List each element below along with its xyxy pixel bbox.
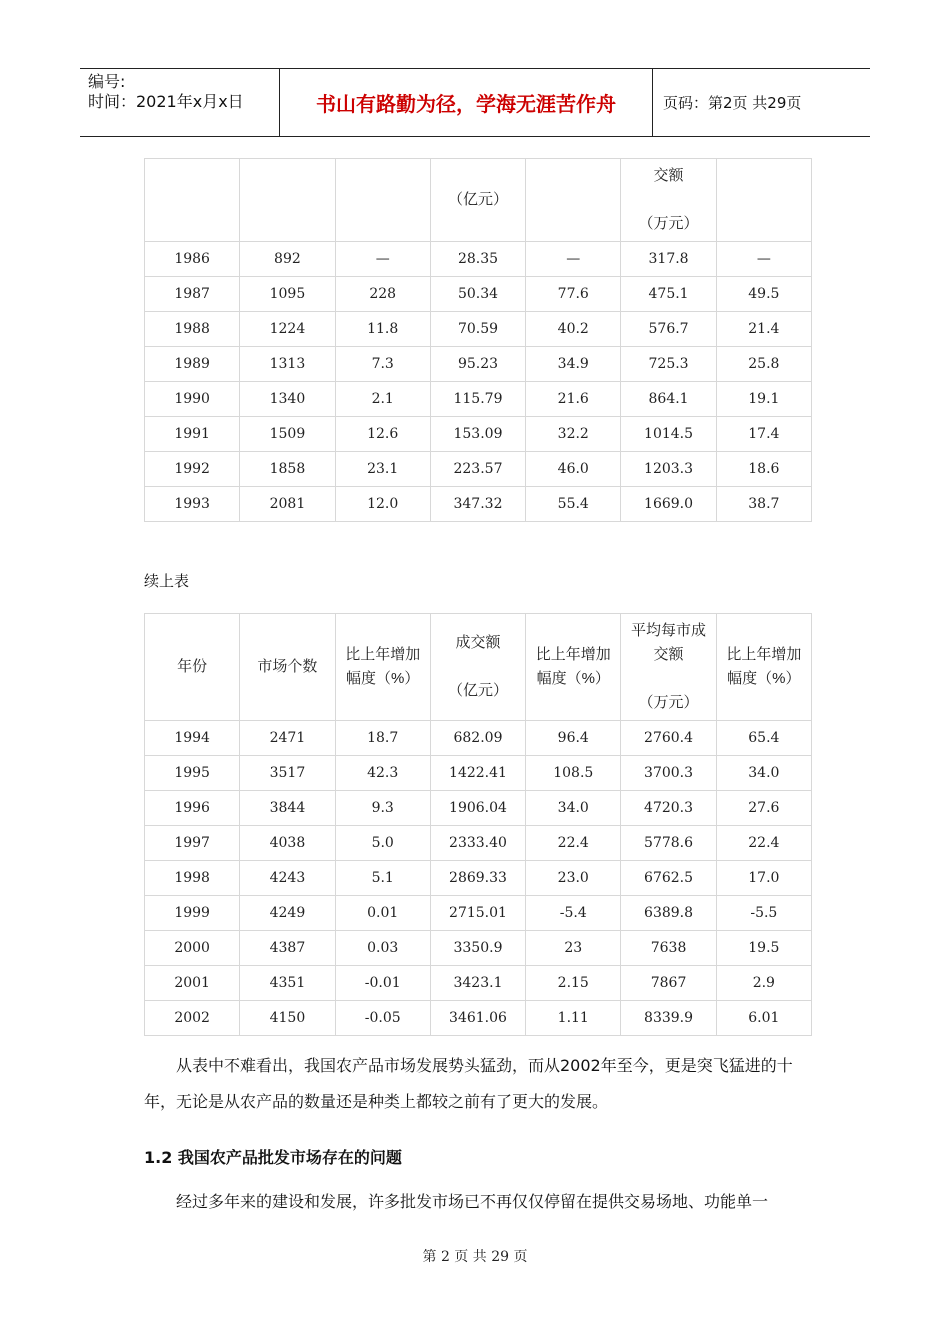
table-cell: 576.7: [621, 312, 716, 347]
table-cell: 892: [240, 242, 335, 277]
table-cell: 8339.9: [621, 1001, 716, 1036]
table-cell: —: [335, 242, 430, 277]
table-cell: 1991: [145, 417, 240, 452]
table-cell: 7867: [621, 966, 716, 1001]
table-cell: 46.0: [526, 452, 621, 487]
table-cell: 1999: [145, 896, 240, 931]
table-cell: 1989: [145, 347, 240, 382]
table-cell: 1992: [145, 452, 240, 487]
table-cell: 1.11: [526, 1001, 621, 1036]
table-row: [145, 487, 812, 522]
table-cell: 40.2: [526, 312, 621, 347]
table-cell: 21.6: [526, 382, 621, 417]
table-cell: 7.3: [335, 347, 430, 382]
table-row: [145, 966, 812, 1001]
table-cell: 223.57: [430, 452, 525, 487]
table-cell: 23: [526, 931, 621, 966]
table-cell: 22.4: [526, 826, 621, 861]
header-cell: [335, 159, 430, 242]
table-cell: 6.01: [716, 1001, 811, 1036]
table-cell: 1995: [145, 756, 240, 791]
table-cell: 1509: [240, 417, 335, 452]
table-cell: 2.1: [335, 382, 430, 417]
table-cell: 50.34: [430, 277, 525, 312]
table-row: [145, 756, 812, 791]
header-motto: 书山有路勤为径，学海无涯苦作舟: [280, 69, 653, 136]
table-cell: 77.6: [526, 277, 621, 312]
header-cell: [145, 159, 240, 242]
table-cell: 317.8: [621, 242, 716, 277]
table-cell: 1313: [240, 347, 335, 382]
table-cell: 7638: [621, 931, 716, 966]
table-cell: 34.9: [526, 347, 621, 382]
table-cell: 12.0: [335, 487, 430, 522]
table-cell: 0.03: [335, 931, 430, 966]
page-header: [80, 68, 870, 137]
table-cell: 115.79: [430, 382, 525, 417]
table-row: [145, 791, 812, 826]
body-paragraph: 从表中不难看出，我国农产品市场发展势头猛劲，而从2002年至今，更是突飞猛进的十年，无论是从农产品的数量还是种类上都较之前有了更大的发展。: [144, 1056, 793, 1111]
table-cell: 1986: [145, 242, 240, 277]
table-cell: 9.3: [335, 791, 430, 826]
table-row: [145, 1001, 812, 1036]
header-cell: 交额 （万元）: [621, 159, 716, 242]
table-header-row: [145, 159, 812, 242]
table-cell: 70.59: [430, 312, 525, 347]
header-cell: （亿元）: [430, 159, 525, 242]
time-label: 时间：2021年x月x日: [88, 92, 244, 111]
table-row: [145, 277, 812, 312]
table-cell: 17.0: [716, 861, 811, 896]
table-cell: 2002: [145, 1001, 240, 1036]
table-cell: 28.35: [430, 242, 525, 277]
table-cell: 1203.3: [621, 452, 716, 487]
table-cell: 3700.3: [621, 756, 716, 791]
table-cell: 4720.3: [621, 791, 716, 826]
table-cell: 4150: [240, 1001, 335, 1036]
table-cell: 34.0: [526, 791, 621, 826]
header-cell: 比上年增加 幅度（%）: [716, 614, 811, 721]
table-cell: 4249: [240, 896, 335, 931]
table-cell: 2715.01: [430, 896, 525, 931]
table-row: [145, 826, 812, 861]
table-cell: 4351: [240, 966, 335, 1001]
table-cell: 1224: [240, 312, 335, 347]
table-cell: 6762.5: [621, 861, 716, 896]
table-row: [145, 417, 812, 452]
table-row: [145, 896, 812, 931]
table-cell: 4387: [240, 931, 335, 966]
table-cell: 1994: [145, 721, 240, 756]
table-cell: —: [526, 242, 621, 277]
table-cell: 2001: [145, 966, 240, 1001]
table-cell: 2333.40: [430, 826, 525, 861]
continued-label: 续上表: [144, 572, 190, 590]
table-cell: 23.1: [335, 452, 430, 487]
table-cell: 108.5: [526, 756, 621, 791]
table-cell: 34.0: [716, 756, 811, 791]
table-cell: 49.5: [716, 277, 811, 312]
table-cell: 1990: [145, 382, 240, 417]
table-cell: 1997: [145, 826, 240, 861]
table-cell: 12.6: [335, 417, 430, 452]
table-cell: -5.4: [526, 896, 621, 931]
table-cell: 18.6: [716, 452, 811, 487]
table-cell: -5.5: [716, 896, 811, 931]
section-heading: 1.2 我国农产品批发市场存在的问题: [144, 1148, 402, 1167]
table-cell: 153.09: [430, 417, 525, 452]
table-row: [145, 242, 812, 277]
header-cell: [240, 159, 335, 242]
table-cell: 1988: [145, 312, 240, 347]
table-cell: 2.15: [526, 966, 621, 1001]
table-cell: 2000: [145, 931, 240, 966]
table-cell: 65.4: [716, 721, 811, 756]
table-cell: 3350.9: [430, 931, 525, 966]
table-row: [145, 312, 812, 347]
table-cell: 1095: [240, 277, 335, 312]
table-cell: 682.09: [430, 721, 525, 756]
table-cell: 18.7: [335, 721, 430, 756]
table-cell: 95.23: [430, 347, 525, 382]
table-cell: 22.4: [716, 826, 811, 861]
table-row: [145, 347, 812, 382]
header-cell: [716, 159, 811, 242]
table-cell: 42.3: [335, 756, 430, 791]
table-cell: 1906.04: [430, 791, 525, 826]
table-cell: 5778.6: [621, 826, 716, 861]
table-cell: 5.0: [335, 826, 430, 861]
table-cell: 2471: [240, 721, 335, 756]
table-cell: 19.5: [716, 931, 811, 966]
table-cell: 4243: [240, 861, 335, 896]
header-cell: 成交额 （亿元）: [430, 614, 525, 721]
table-cell: 1422.41: [430, 756, 525, 791]
table-cell: 32.2: [526, 417, 621, 452]
table-cell: 3844: [240, 791, 335, 826]
table-cell: 5.1: [335, 861, 430, 896]
page-footer: 第 2 页 共 29 页: [422, 1249, 528, 1265]
table-cell: 3423.1: [430, 966, 525, 1001]
table-cell: 864.1: [621, 382, 716, 417]
table-cell: 17.4: [716, 417, 811, 452]
table-row: [145, 382, 812, 417]
header-cell: 比上年增加 幅度（%）: [335, 614, 430, 721]
market-table-part1: [144, 158, 812, 522]
table-cell: -0.01: [335, 966, 430, 1001]
header-page-info: 页码：第2页 共29页: [663, 94, 802, 112]
table-cell: 1996: [145, 791, 240, 826]
table-cell: 11.8: [335, 312, 430, 347]
table-cell: 25.8: [716, 347, 811, 382]
market-table-part2: [144, 613, 812, 1036]
table-cell: 2869.33: [430, 861, 525, 896]
table-cell: -0.05: [335, 1001, 430, 1036]
table-header-row: [145, 614, 812, 721]
table-cell: —: [716, 242, 811, 277]
table-cell: 2760.4: [621, 721, 716, 756]
table-cell: 96.4: [526, 721, 621, 756]
table-cell: 0.01: [335, 896, 430, 931]
table-row: [145, 721, 812, 756]
header-cell: 比上年增加 幅度（%）: [526, 614, 621, 721]
table-row: [145, 452, 812, 487]
table-cell: 228: [335, 277, 430, 312]
table-cell: 1340: [240, 382, 335, 417]
number-label: 编号:: [88, 72, 126, 91]
header-meta: [80, 69, 280, 136]
header-cell: 市场个数: [240, 614, 335, 721]
table-cell: 1998: [145, 861, 240, 896]
table-cell: 725.3: [621, 347, 716, 382]
header-cell: 年份: [145, 614, 240, 721]
table-cell: 21.4: [716, 312, 811, 347]
table-cell: 6389.8: [621, 896, 716, 931]
table-cell: 1669.0: [621, 487, 716, 522]
table-cell: 1014.5: [621, 417, 716, 452]
table-cell: 3517: [240, 756, 335, 791]
body-paragraph-2: 经过多年来的建设和发展，许多批发市场已不再仅仅停留在提供交易场地、功能单一: [176, 1192, 769, 1211]
table-cell: 475.1: [621, 277, 716, 312]
table-cell: 1987: [145, 277, 240, 312]
table-cell: 3461.06: [430, 1001, 525, 1036]
table-cell: 19.1: [716, 382, 811, 417]
table-cell: 1993: [145, 487, 240, 522]
header-cell: [526, 159, 621, 242]
table-cell: 55.4: [526, 487, 621, 522]
table-cell: 27.6: [716, 791, 811, 826]
table-cell: 38.7: [716, 487, 811, 522]
table-cell: 23.0: [526, 861, 621, 896]
table-cell: 4038: [240, 826, 335, 861]
table-row: [145, 861, 812, 896]
table-cell: 2081: [240, 487, 335, 522]
table-row: [145, 931, 812, 966]
table-cell: 1858: [240, 452, 335, 487]
header-cell: 平均每市成 交额 （万元）: [621, 614, 716, 721]
table-cell: 2.9: [716, 966, 811, 1001]
table-cell: 347.32: [430, 487, 525, 522]
